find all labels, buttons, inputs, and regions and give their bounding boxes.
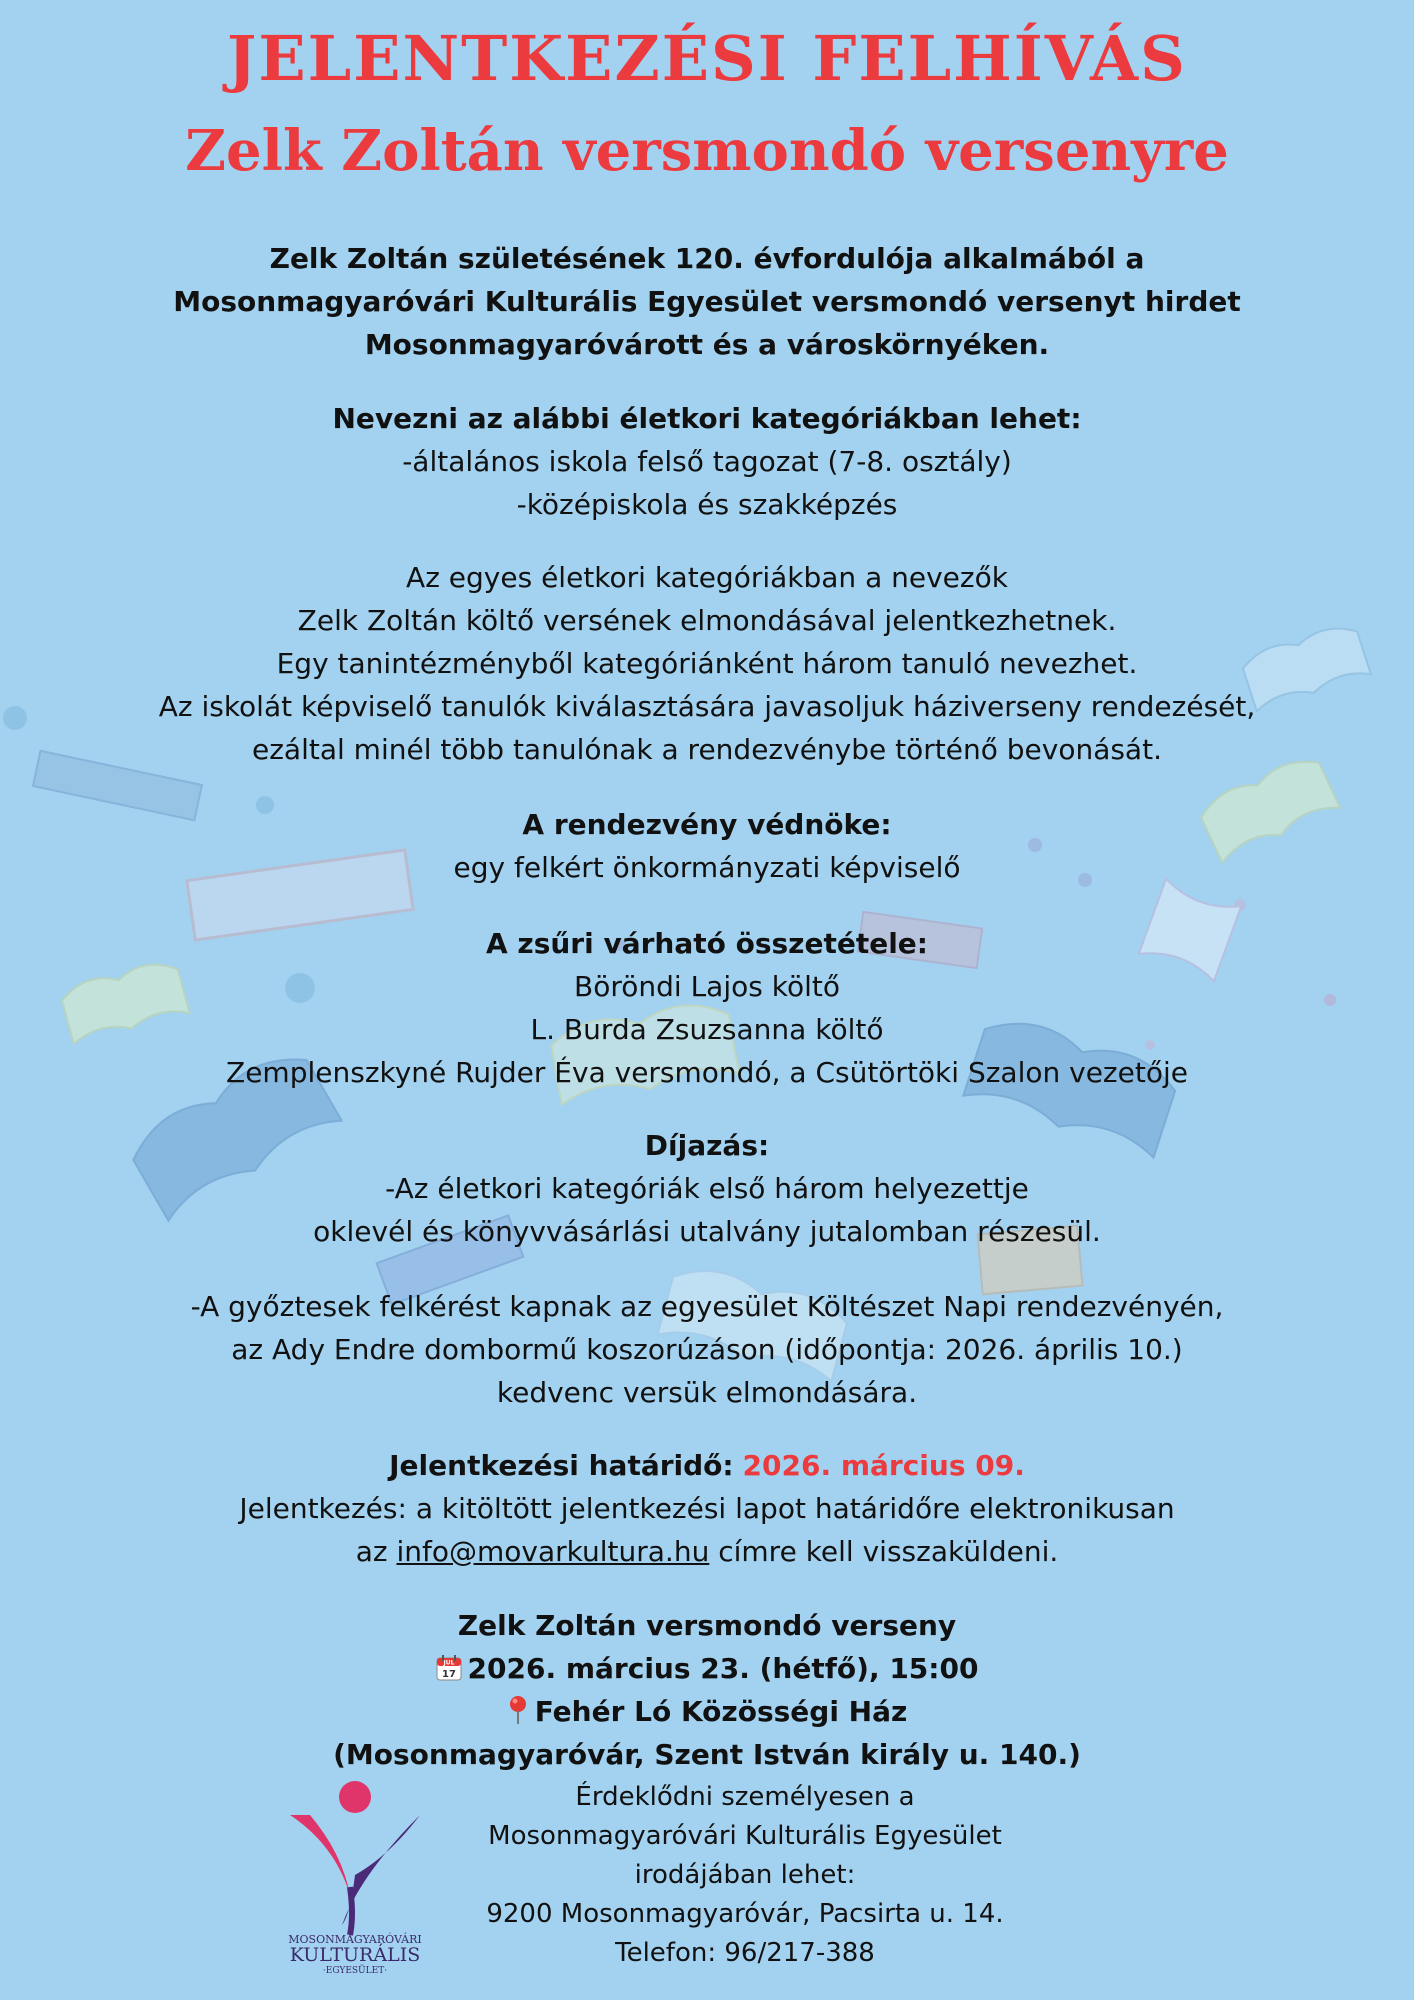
jury-section xyxy=(60,922,1354,1094)
jury-member: L. Burda Zsuzsanna költő xyxy=(530,1013,884,1046)
prizes-line: oklevél és könyvvásárlási utalvány jutalomban részesül. xyxy=(313,1215,1101,1248)
jury-heading: A zsűri várható összetétele: xyxy=(485,927,928,960)
event-datetime-line xyxy=(60,1647,1354,1690)
logo-line1: MOSONMAGYARÓVÁRI xyxy=(288,1933,422,1946)
location-pin-icon xyxy=(507,1695,529,1725)
winners-line: kedvenc versük elmondására. xyxy=(496,1376,918,1409)
rules-section xyxy=(60,556,1354,771)
categories-heading: Nevezni az alábbi életkori kategóriákban lehet: xyxy=(332,402,1082,435)
intro-paragraph xyxy=(60,237,1354,366)
event-section xyxy=(60,1604,1354,1776)
categories-section xyxy=(60,397,1354,526)
rules-line: Zelk Zoltán költő versének elmondásával jelentkezhetnek. xyxy=(297,604,1117,637)
contact-address: 9200 Mosonmagyaróvár, Pacsirta u. 14. xyxy=(486,1899,1004,1929)
calendar-icon xyxy=(436,1655,462,1681)
winners-section xyxy=(60,1285,1354,1414)
category-item: -középiskola és szakképzés xyxy=(516,488,898,521)
calendar-icon-day: 17 xyxy=(441,1669,456,1680)
contact-info xyxy=(480,1778,1010,1973)
contact-line: irodájában lehet: xyxy=(634,1860,856,1890)
email-suffix: címre kell visszaküldeni. xyxy=(718,1535,1059,1568)
contact-phone: Telefon: 96/217-388 xyxy=(615,1938,875,1968)
prizes-section xyxy=(60,1124,1354,1253)
rules-line: ezáltal minél több tanulónak a rendezvénybe történő bevonását. xyxy=(252,733,1162,766)
deadline-label: Jelentkezési határidő: xyxy=(389,1449,734,1482)
email-link[interactable]: info@movarkultura.hu xyxy=(396,1535,710,1568)
deadline-instructions: Jelentkezés: a kitöltött jelentkezési lapot határidőre elektronikusan xyxy=(239,1492,1175,1525)
calendar-icon-label: JUL xyxy=(443,1659,454,1667)
prizes-heading: Díjazás: xyxy=(644,1129,770,1162)
rules-line: Egy tanintézményből kategóriánként három tanuló nevezhet. xyxy=(276,647,1138,680)
jury-member: Zemplenszkyné Rujder Éva versmondó, a Csütörtöki Szalon vezetője xyxy=(226,1056,1188,1089)
event-venue-line xyxy=(60,1690,1354,1733)
logo-line3: ·EGYESÜLET· xyxy=(322,1966,388,1975)
email-prefix: az xyxy=(355,1535,388,1568)
intro-line: Zelk Zoltán születésének 120. évfordulója alkalmából a xyxy=(269,242,1145,275)
patron-text: egy felkért önkormányzati képviselő xyxy=(453,851,961,884)
deadline-email-line xyxy=(60,1530,1354,1573)
rules-line: Az iskolát képviselő tanulók kiválasztására javasoljuk háziverseny rendezését, xyxy=(158,690,1256,723)
event-name: Zelk Zoltán versmondó verseny xyxy=(457,1609,957,1642)
category-item: -általános iskola felső tagozat (7-8. osztály) xyxy=(402,445,1012,478)
page-subtitle: Zelk Zoltán versmondó versenyre xyxy=(185,118,1229,184)
deadline-date: 2026. március 09. xyxy=(742,1449,1025,1482)
patron-section xyxy=(60,803,1354,889)
contact-line: Mosonmagyaróvári Kulturális Egyesület xyxy=(488,1821,1002,1851)
event-datetime: 2026. március 23. (hétfő), 15:00 xyxy=(467,1652,979,1685)
jury-member: Böröndi Lajos költő xyxy=(574,970,840,1003)
winners-line: az Ady Endre dombormű koszorúzáson (időpontja: 2026. április 10.) xyxy=(231,1333,1183,1366)
deadline-section xyxy=(60,1444,1354,1573)
logo-line2: KULTURÁLIS xyxy=(289,1944,421,1966)
page-title: JELENTKEZÉSI FELHÍVÁS xyxy=(227,22,1187,95)
kulturalis-egyesulet-logo xyxy=(280,1775,430,1975)
prizes-line: -Az életkori kategóriák első három helyezettje xyxy=(385,1172,1029,1205)
contact-line: Érdeklődni személyesen a xyxy=(575,1782,915,1812)
patron-heading: A rendezvény védnöke: xyxy=(522,808,892,841)
event-venue: Fehér Ló Közösségi Ház xyxy=(534,1695,908,1728)
intro-line: Mosonmagyaróvári Kulturális Egyesület versmondó versenyt hirdet xyxy=(173,285,1241,318)
winners-line: -A győztesek felkérést kapnak az egyesület Költészet Napi rendezvényén, xyxy=(190,1290,1224,1323)
event-address: (Mosonmagyaróvár, Szent István király u. 140.) xyxy=(333,1738,1081,1771)
rules-line: Az egyes életkori kategóriákban a nevezők xyxy=(406,561,1008,594)
intro-line: Mosonmagyaróvárott és a városkörnyéken. xyxy=(364,328,1050,361)
deadline-line xyxy=(60,1444,1354,1487)
